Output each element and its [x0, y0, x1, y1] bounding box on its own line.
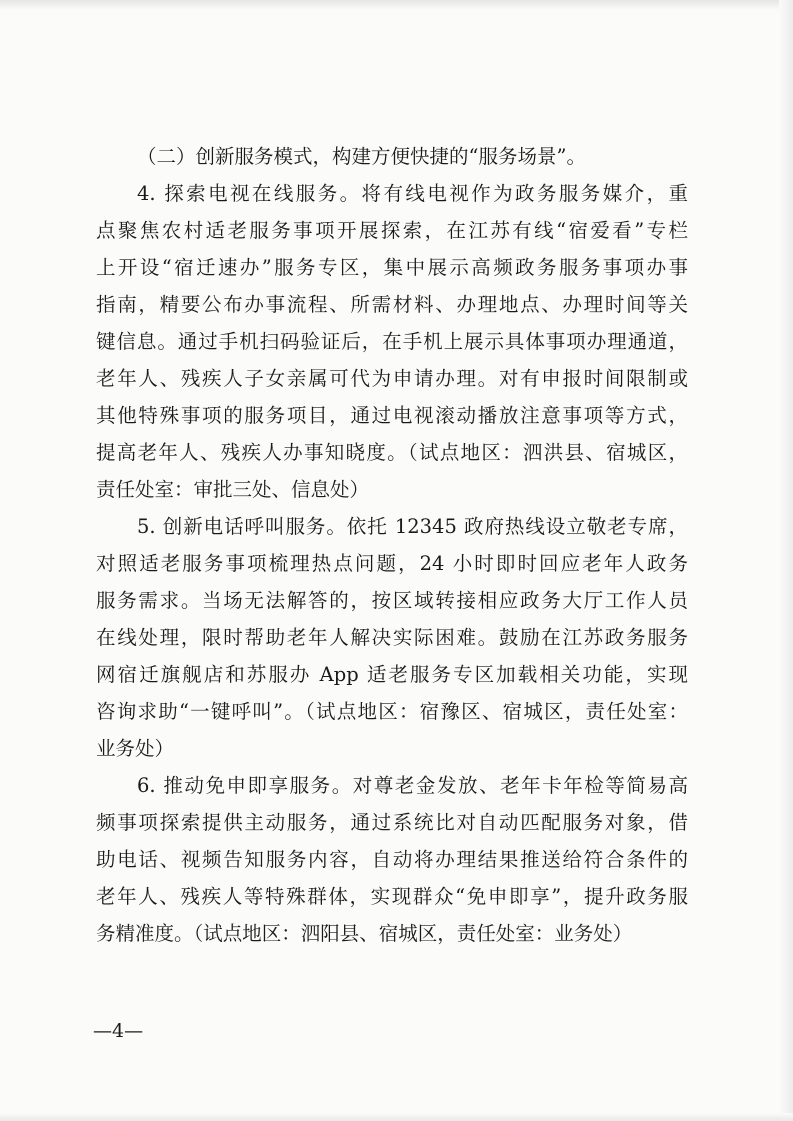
- paragraph-section-6: [96, 767, 688, 952]
- paragraph-section-4: [96, 175, 688, 508]
- section-heading: （二）创新服务模式，构建方便快捷的“服务场景”。: [137, 145, 586, 168]
- paragraph-line: 业务处）: [96, 737, 175, 760]
- paragraph-line: 网宿迁旗舰店和苏服办 App 适老服务专区加载相关功能，实现: [96, 663, 688, 686]
- document-body: [96, 138, 688, 952]
- paragraph-line: 4. 探索电视在线服务。将有线电视作为政务服务媒介，重: [137, 182, 688, 205]
- paragraph-line: 服务需求。当场无法解答的，按区域转接相应政务大厅工作人员: [96, 589, 688, 612]
- scan-edge-top: [0, 0, 793, 10]
- paragraph-line: 键信息。通过手机扫码验证后，在手机上展示具体事项办理通道，: [96, 330, 688, 353]
- paragraph-line: 提高老年人、残疾人办事知晓度。（试点地区：泗洪县、宿城区，: [96, 441, 688, 464]
- paragraph-line: 在线处理，限时帮助老年人解决实际困难。鼓励在江苏政务服务: [96, 626, 688, 649]
- paragraph-line: 对照适老服务事项梳理热点问题，24 小时即时回应老年人政务: [96, 552, 688, 575]
- scan-edge-right: [779, 0, 793, 1121]
- paragraph-line: 老年人、残疾人子女亲属可代为申请办理。对有申报时间限制或: [96, 367, 688, 390]
- paragraph-line: 指南，精要公布办事流程、所需材料、办理地点、办理时间等关: [96, 293, 688, 316]
- paragraph-line: 老年人、残疾人等特殊群体，实现群众“免申即享”，提升政务服: [96, 885, 688, 908]
- paragraph-section-5: [96, 508, 688, 767]
- paragraph-line: 6. 推动免申即享服务。对尊老金发放、老年卡年检等简易高: [137, 774, 688, 797]
- scan-edge-bottom: [0, 1113, 793, 1121]
- paragraph-line: 上开设“宿迁速办”服务专区，集中展示高频政务服务事项办事: [96, 256, 688, 279]
- paragraph-line: 点聚焦农村适老服务事项开展探索，在江苏有线“宿爱看”专栏: [96, 219, 688, 242]
- paragraph-line: 频事项探索提供主动服务，通过系统比对自动匹配服务对象，借: [96, 811, 688, 834]
- paragraph-line: 助电话、视频告知服务内容，自动将办理结果推送给符合条件的: [96, 848, 688, 871]
- paragraph-line: 5. 创新电话呼叫服务。依托 12345 政府热线设立敬老专席，: [137, 515, 688, 538]
- paragraph-line: 其他特殊事项的服务项目，通过电视滚动播放注意事项等方式，: [96, 404, 688, 427]
- paragraph-line: 责任处室：审批三处、信息处）: [96, 478, 370, 501]
- paragraph-line: 务精准度。（试点地区：泗阳县、宿城区，责任处室：业务处）: [96, 922, 633, 945]
- page-number: —4—: [93, 1020, 144, 1042]
- paragraph-line: 咨询求助“一键呼叫”。（试点地区：宿豫区、宿城区，责任处室：: [96, 700, 688, 723]
